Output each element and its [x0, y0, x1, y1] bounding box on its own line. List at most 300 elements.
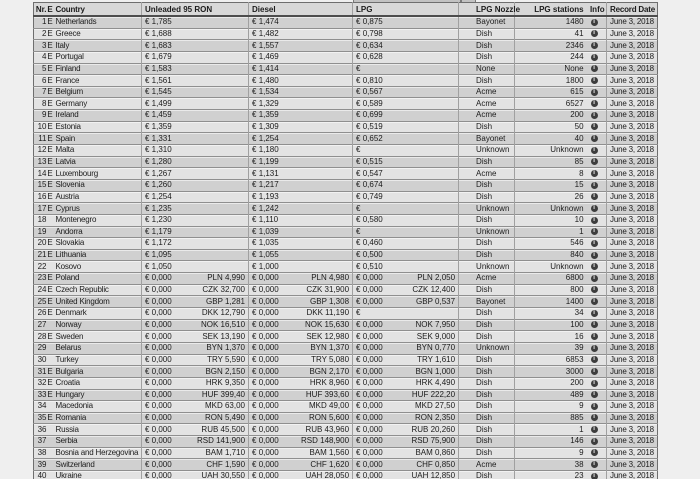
cell-diesel-local: CZK 31,900 — [285, 284, 353, 296]
cell-unleaded-eur: € 0,000 — [142, 342, 177, 354]
cell-unleaded-local: GBP 1,281 — [177, 296, 249, 308]
cell-unleaded-eur: € 1,785 — [142, 16, 177, 28]
cell-info — [589, 377, 607, 389]
cell-info — [589, 133, 607, 145]
info-icon[interactable]: i — [591, 414, 598, 421]
cell-lpg-nozzle: Acme — [459, 98, 515, 110]
cell-country[interactable]: Finland — [54, 63, 142, 75]
cell-lpg-stations: 8 — [515, 168, 589, 180]
cell-country[interactable]: Bulgaria — [54, 366, 142, 378]
eu-member-flag: E — [47, 75, 53, 85]
cell-diesel-local — [285, 214, 353, 226]
cell-unleaded-eur: € 0,000 — [142, 331, 177, 343]
cell-lpg-stations: Unknown — [515, 145, 589, 157]
cell-lpg-local: RSD 75,900 — [389, 436, 459, 448]
cell-diesel-eur: € 0,000 — [249, 308, 285, 320]
cell-unleaded-local — [177, 168, 249, 180]
table-row — [34, 40, 658, 52]
info-icon[interactable]: i — [591, 380, 598, 387]
cell-unleaded-local: HUF 399,40 — [177, 389, 249, 401]
cell-nr: 22 — [34, 261, 47, 273]
cell-country[interactable]: Greece — [54, 28, 142, 40]
cell-country[interactable]: Hungary — [54, 389, 142, 401]
cell-country[interactable]: Macedonia — [54, 401, 142, 413]
cell-country[interactable]: Austria — [54, 191, 142, 203]
header-unleaded[interactable]: Unleaded 95 RON — [142, 3, 249, 17]
header-lpg-nozzle[interactable]: LPG Nozzle — [459, 3, 515, 17]
cell-lpg-nozzle: Dish — [459, 156, 515, 168]
info-icon[interactable]: i — [591, 112, 598, 119]
eu-member-flag — [47, 401, 54, 413]
cell-record-date: June 3, 2018 — [607, 28, 658, 40]
cell-info — [589, 401, 607, 413]
cell-country[interactable]: Lithuania — [54, 249, 142, 261]
cell-lpg-local: SEK 9,000 — [389, 331, 459, 343]
info-icon[interactable]: i — [591, 65, 598, 72]
cell-info — [589, 366, 607, 378]
cell-lpg-eur: € 0,000 — [353, 296, 389, 308]
cell-lpg-nozzle: Dish — [459, 121, 515, 133]
info-icon[interactable]: i — [591, 123, 598, 130]
cell-unleaded-eur: € 0,000 — [142, 401, 177, 413]
table-row — [34, 424, 658, 436]
cell-lpg-eur: € 0,589 — [353, 98, 389, 110]
eu-member-flag — [47, 261, 54, 273]
cell-nr: 29 — [34, 342, 47, 354]
cell-unleaded-eur: € 1,260 — [142, 179, 177, 191]
cell-unleaded-local — [177, 226, 249, 238]
cell-info — [589, 284, 607, 296]
info-icon[interactable]: i — [591, 89, 598, 96]
cell-lpg-stations: Unknown — [515, 261, 589, 273]
info-icon[interactable]: i — [591, 19, 598, 26]
cell-info — [589, 447, 607, 459]
cell-diesel-local — [285, 203, 353, 215]
cell-lpg-local — [389, 86, 459, 98]
cell-info — [589, 308, 607, 320]
info-icon[interactable]: i — [591, 345, 598, 352]
eu-member-flag: E — [47, 331, 53, 341]
cell-lpg-eur: € — [353, 308, 389, 320]
cell-lpg-eur: € 0,000 — [353, 342, 389, 354]
cell-diesel-eur: € 0,000 — [249, 470, 285, 479]
cell-lpg-nozzle: Bayonet — [459, 133, 515, 145]
cell-lpg-local — [389, 249, 459, 261]
cell-nr: 5 — [34, 63, 47, 75]
cell-lpg-local — [389, 40, 459, 52]
cell-country[interactable]: Romania — [54, 412, 142, 424]
cell-country[interactable]: Spain — [54, 133, 142, 145]
cell-diesel-local — [285, 156, 353, 168]
cell-lpg-eur: € 0,000 — [353, 377, 389, 389]
cell-lpg-stations: 16 — [515, 331, 589, 343]
info-icon[interactable]: i — [591, 100, 598, 107]
info-icon[interactable]: i — [591, 449, 598, 456]
cell-record-date: June 3, 2018 — [607, 261, 658, 273]
info-icon[interactable]: i — [591, 42, 598, 49]
cell-lpg-eur: € 0,580 — [353, 214, 389, 226]
cell-record-date: June 3, 2018 — [607, 308, 658, 320]
table-row — [34, 121, 658, 133]
header-country[interactable]: Country — [54, 3, 142, 17]
cell-diesel-local — [285, 86, 353, 98]
cell-country[interactable]: Ukraine — [54, 470, 142, 479]
cell-country[interactable]: Cyprus — [54, 203, 142, 215]
info-icon[interactable]: i — [591, 228, 598, 235]
cell-lpg-eur: € 0,500 — [353, 249, 389, 261]
cell-unleaded-local — [177, 133, 249, 145]
cell-unleaded-local — [177, 110, 249, 122]
cell-nr: 18 — [34, 214, 47, 226]
cell-diesel-local: GBP 1,308 — [285, 296, 353, 308]
cell-lpg-eur: € 0,460 — [353, 238, 389, 250]
table-row — [34, 16, 658, 28]
cell-diesel-eur: € 1,329 — [249, 98, 285, 110]
info-icon[interactable]: i — [591, 368, 598, 375]
header-record-date[interactable]: Record Date — [607, 3, 658, 17]
cell-nr: 31 — [34, 366, 47, 378]
cell-country[interactable]: Latvia — [54, 156, 142, 168]
cell-nr: 26 — [34, 308, 47, 320]
header-diesel[interactable]: Diesel — [249, 3, 353, 17]
cell-diesel-eur: € 0,000 — [249, 377, 285, 389]
cell-lpg-stations: 1 — [515, 226, 589, 238]
cell-lpg-local: NOK 7,950 — [389, 319, 459, 331]
info-icon[interactable]: i — [591, 473, 598, 479]
cell-lpg-nozzle: Dish — [459, 377, 515, 389]
cell-diesel-local: PLN 4,980 — [285, 273, 353, 285]
info-icon[interactable]: i — [591, 438, 598, 445]
cell-record-date: June 3, 2018 — [607, 75, 658, 87]
info-icon[interactable]: i — [591, 310, 598, 317]
table-row — [34, 342, 658, 354]
cell-lpg-eur: € 0,000 — [353, 459, 389, 471]
cell-country[interactable]: Croatia — [54, 377, 142, 389]
eu-member-flag: E — [47, 145, 53, 155]
cell-lpg-stations: 38 — [515, 459, 589, 471]
cell-diesel-local — [285, 179, 353, 191]
cell-lpg-stations: 41 — [515, 28, 589, 40]
cell-lpg-eur: € 0,875 — [353, 16, 389, 28]
cell-record-date: June 3, 2018 — [607, 342, 658, 354]
cell-nr: 36 — [34, 424, 47, 436]
cell-lpg-local: CHF 0,850 — [389, 459, 459, 471]
cell-lpg-eur: € 0,515 — [353, 156, 389, 168]
cell-lpg-local: RON 2,350 — [389, 412, 459, 424]
cell-unleaded-local: MKD 63,00 — [177, 401, 249, 413]
table-row — [34, 273, 658, 285]
cell-lpg-stations: 34 — [515, 308, 589, 320]
info-icon[interactable]: i — [591, 77, 598, 84]
cell-unleaded-eur: € 1,688 — [142, 28, 177, 40]
info-icon[interactable]: i — [591, 356, 598, 363]
info-icon[interactable]: i — [591, 252, 598, 259]
cell-unleaded-local — [177, 179, 249, 191]
cell-record-date: June 3, 2018 — [607, 16, 658, 28]
cell-country[interactable]: United Kingdom — [54, 296, 142, 308]
cell-lpg-nozzle: Dish — [459, 40, 515, 52]
cell-unleaded-eur: € 0,000 — [142, 459, 177, 471]
cell-unleaded-eur: € 1,459 — [142, 110, 177, 122]
cell-country[interactable]: France — [54, 75, 142, 87]
cell-lpg-eur: € 0,000 — [353, 447, 389, 459]
table-row — [34, 238, 658, 250]
cell-nr: 6 — [34, 75, 47, 87]
table-row — [34, 110, 658, 122]
cell-country[interactable]: Kosovo — [54, 261, 142, 273]
cell-diesel-eur: € 1,180 — [249, 145, 285, 157]
cell-lpg-stations: 39 — [515, 342, 589, 354]
info-icon[interactable]: i — [591, 263, 598, 270]
cell-unleaded-eur: € 1,254 — [142, 191, 177, 203]
cell-nr: 30 — [34, 354, 47, 366]
cell-country[interactable]: Germany — [54, 98, 142, 110]
cell-unleaded-local — [177, 98, 249, 110]
cell-info — [589, 273, 607, 285]
table-row — [34, 308, 658, 320]
cell-country[interactable]: Ireland — [54, 110, 142, 122]
cell-country[interactable]: Sweden — [54, 331, 142, 343]
header-eu[interactable]: E — [47, 3, 54, 17]
cell-lpg-stations: 800 — [515, 284, 589, 296]
cell-unleaded-eur: € 1,683 — [142, 40, 177, 52]
cell-lpg-stations: 1400 — [515, 296, 589, 308]
cell-info — [589, 436, 607, 448]
eu-member-flag — [47, 459, 54, 471]
cell-record-date: June 3, 2018 — [607, 249, 658, 261]
cell-diesel-eur: € 0,000 — [249, 424, 285, 436]
cell-country[interactable]: Bosnia and Herzegovina — [54, 447, 142, 459]
eu-member-flag — [47, 470, 54, 479]
eu-member-flag: E — [47, 40, 53, 50]
cell-country[interactable]: Russia — [54, 424, 142, 436]
info-icon[interactable]: i — [591, 54, 598, 61]
cell-unleaded-local — [177, 214, 249, 226]
header-nr[interactable]: Nr. — [34, 3, 47, 17]
header-lpg-stations[interactable]: LPG stations — [515, 3, 589, 17]
cell-diesel-eur: € 1,039 — [249, 226, 285, 238]
cell-lpg-stations: 840 — [515, 249, 589, 261]
cell-unleaded-local — [177, 121, 249, 133]
cell-diesel-eur: € 0,000 — [249, 401, 285, 413]
cell-diesel-local — [285, 121, 353, 133]
cell-record-date: June 3, 2018 — [607, 401, 658, 413]
cell-diesel-local: NOK 15,630 — [285, 319, 353, 331]
cell-lpg-local: PLN 2,050 — [389, 273, 459, 285]
cell-record-date: June 3, 2018 — [607, 459, 658, 471]
cell-lpg-nozzle: Dish — [459, 319, 515, 331]
cell-unleaded-local — [177, 75, 249, 87]
cell-lpg-local — [389, 110, 459, 122]
cell-lpg-eur: € — [353, 63, 389, 75]
cell-info — [589, 389, 607, 401]
cell-lpg-eur: € 0,000 — [353, 424, 389, 436]
cell-info — [589, 249, 607, 261]
cell-lpg-local — [389, 28, 459, 40]
table-row — [34, 168, 658, 180]
cell-country[interactable]: Switzerland — [54, 459, 142, 471]
cell-diesel-eur: € 1,217 — [249, 179, 285, 191]
cell-lpg-stations: 9 — [515, 401, 589, 413]
cell-lpg-stations: 6800 — [515, 273, 589, 285]
cell-lpg-local: TRY 1,610 — [389, 354, 459, 366]
info-icon[interactable]: i — [591, 193, 598, 200]
cell-info — [589, 331, 607, 343]
table-row — [34, 401, 658, 413]
table-row — [34, 296, 658, 308]
table-row — [34, 63, 658, 75]
cell-lpg-local — [389, 226, 459, 238]
cell-country[interactable]: Slovenia — [54, 179, 142, 191]
table-row — [34, 331, 658, 343]
eu-member-flag: E — [47, 87, 53, 97]
info-icon[interactable]: i — [591, 170, 598, 177]
cell-info — [589, 156, 607, 168]
cell-country[interactable]: Netherlands — [54, 16, 142, 28]
cell-lpg-stations: 146 — [515, 436, 589, 448]
cell-nr: 12 — [34, 145, 47, 157]
cell-lpg-eur: € 0,547 — [353, 168, 389, 180]
info-icon[interactable]: i — [591, 461, 598, 468]
cell-record-date: June 3, 2018 — [607, 389, 658, 401]
info-icon[interactable]: i — [591, 240, 598, 247]
cell-country[interactable]: Belgium — [54, 86, 142, 98]
eu-member-flag — [47, 214, 54, 226]
cell-diesel-local: MKD 49,00 — [285, 401, 353, 413]
eu-member-flag — [47, 436, 54, 448]
cell-info — [589, 168, 607, 180]
cell-country[interactable]: Denmark — [54, 308, 142, 320]
cell-unleaded-eur: € 0,000 — [142, 296, 177, 308]
cell-record-date: June 3, 2018 — [607, 319, 658, 331]
cell-lpg-local: MKD 27,50 — [389, 401, 459, 413]
info-icon[interactable]: i — [591, 147, 598, 154]
cell-country[interactable]: Andorra — [54, 226, 142, 238]
cell-unleaded-eur: € 1,280 — [142, 156, 177, 168]
cell-country[interactable]: Portugal — [54, 51, 142, 63]
cell-record-date: June 3, 2018 — [607, 121, 658, 133]
info-icon[interactable]: i — [591, 286, 598, 293]
table-row — [34, 284, 658, 296]
table-row — [34, 145, 658, 157]
cell-unleaded-local: TRY 5,590 — [177, 354, 249, 366]
cell-lpg-stations: None — [515, 63, 589, 75]
cell-nr: 21 — [34, 249, 47, 261]
info-icon[interactable]: i — [591, 158, 598, 165]
cell-lpg-stations: 885 — [515, 412, 589, 424]
info-icon[interactable]: i — [591, 275, 598, 282]
cell-unleaded-eur: € 0,000 — [142, 424, 177, 436]
info-icon[interactable]: i — [591, 403, 598, 410]
cell-nr: 16 — [34, 191, 47, 203]
cell-record-date: June 3, 2018 — [607, 273, 658, 285]
cell-record-date: June 3, 2018 — [607, 133, 658, 145]
cell-country[interactable]: Belarus — [54, 342, 142, 354]
cell-record-date: June 3, 2018 — [607, 110, 658, 122]
cell-lpg-nozzle: Dish — [459, 238, 515, 250]
cell-country[interactable]: Poland — [54, 273, 142, 285]
cell-nr: 33 — [34, 389, 47, 401]
cell-diesel-eur: € 0,000 — [249, 331, 285, 343]
info-icon[interactable]: i — [591, 205, 598, 212]
cell-record-date: June 3, 2018 — [607, 331, 658, 343]
cell-country[interactable]: Montenegro — [54, 214, 142, 226]
table-row — [34, 377, 658, 389]
cell-unleaded-local: BAM 1,710 — [177, 447, 249, 459]
header-info[interactable]: Info — [589, 3, 607, 17]
cell-lpg-stations: 40 — [515, 133, 589, 145]
cell-country[interactable]: Turkey — [54, 354, 142, 366]
cell-nr: 9 — [34, 110, 47, 122]
cell-lpg-nozzle: Dish — [459, 354, 515, 366]
info-icon[interactable]: i — [591, 333, 598, 340]
info-icon[interactable]: i — [591, 391, 598, 398]
eu-member-flag: E — [47, 296, 53, 306]
cell-diesel-local: RSD 148,900 — [285, 436, 353, 448]
cell-nr: 28 — [34, 331, 47, 343]
cell-lpg-local — [389, 133, 459, 145]
header-lpg[interactable]: LPG — [353, 3, 459, 17]
cell-nr: 19 — [34, 226, 47, 238]
cell-nr: 4 — [34, 51, 47, 63]
cell-country[interactable]: Serbia — [54, 436, 142, 448]
info-icon[interactable]: i — [591, 182, 598, 189]
cell-nr: 32 — [34, 377, 47, 389]
table-row — [34, 261, 658, 273]
cell-country[interactable]: Italy — [54, 40, 142, 52]
cell-lpg-eur: € 0,000 — [353, 273, 389, 285]
cell-nr: 20 — [34, 238, 47, 250]
cell-record-date: June 3, 2018 — [607, 436, 658, 448]
cell-diesel-local: DKK 11,190 — [285, 308, 353, 320]
cell-unleaded-local — [177, 28, 249, 40]
cell-unleaded-eur: € 1,359 — [142, 121, 177, 133]
info-icon[interactable]: i — [591, 298, 598, 305]
cell-lpg-stations: 6853 — [515, 354, 589, 366]
cell-country[interactable]: Estonia — [54, 121, 142, 133]
info-icon[interactable]: i — [591, 426, 598, 433]
info-icon[interactable]: i — [591, 321, 598, 328]
info-icon[interactable]: i — [591, 135, 598, 142]
cell-diesel-local — [285, 191, 353, 203]
cell-unleaded-eur: € 1,235 — [142, 203, 177, 215]
cell-lpg-stations: 26 — [515, 191, 589, 203]
cell-record-date: June 3, 2018 — [607, 296, 658, 308]
cell-record-date: June 3, 2018 — [607, 470, 658, 479]
cell-country[interactable]: Luxembourg — [54, 168, 142, 180]
cell-record-date: June 3, 2018 — [607, 238, 658, 250]
cell-country[interactable]: Malta — [54, 145, 142, 157]
cell-country[interactable]: Norway — [54, 319, 142, 331]
cell-lpg-nozzle: Dish — [459, 389, 515, 401]
cell-info — [589, 179, 607, 191]
cell-lpg-eur: € 0,674 — [353, 179, 389, 191]
eu-member-flag — [47, 342, 54, 354]
cell-lpg-local: BYN 0,770 — [389, 342, 459, 354]
cell-lpg-nozzle: Dish — [459, 401, 515, 413]
eu-member-flag — [47, 319, 54, 331]
cell-lpg-eur: € 0,000 — [353, 389, 389, 401]
cell-lpg-eur: € 0,000 — [353, 436, 389, 448]
cell-country[interactable]: Czech Republic — [54, 284, 142, 296]
cell-lpg-local — [389, 16, 459, 28]
cell-country[interactable]: Slovakia — [54, 238, 142, 250]
info-icon[interactable]: i — [591, 217, 598, 224]
info-icon[interactable]: i — [591, 30, 598, 37]
cell-lpg-nozzle: Unknown — [459, 261, 515, 273]
cell-lpg-eur: € 0,000 — [353, 412, 389, 424]
cell-lpg-nozzle: Dish — [459, 308, 515, 320]
